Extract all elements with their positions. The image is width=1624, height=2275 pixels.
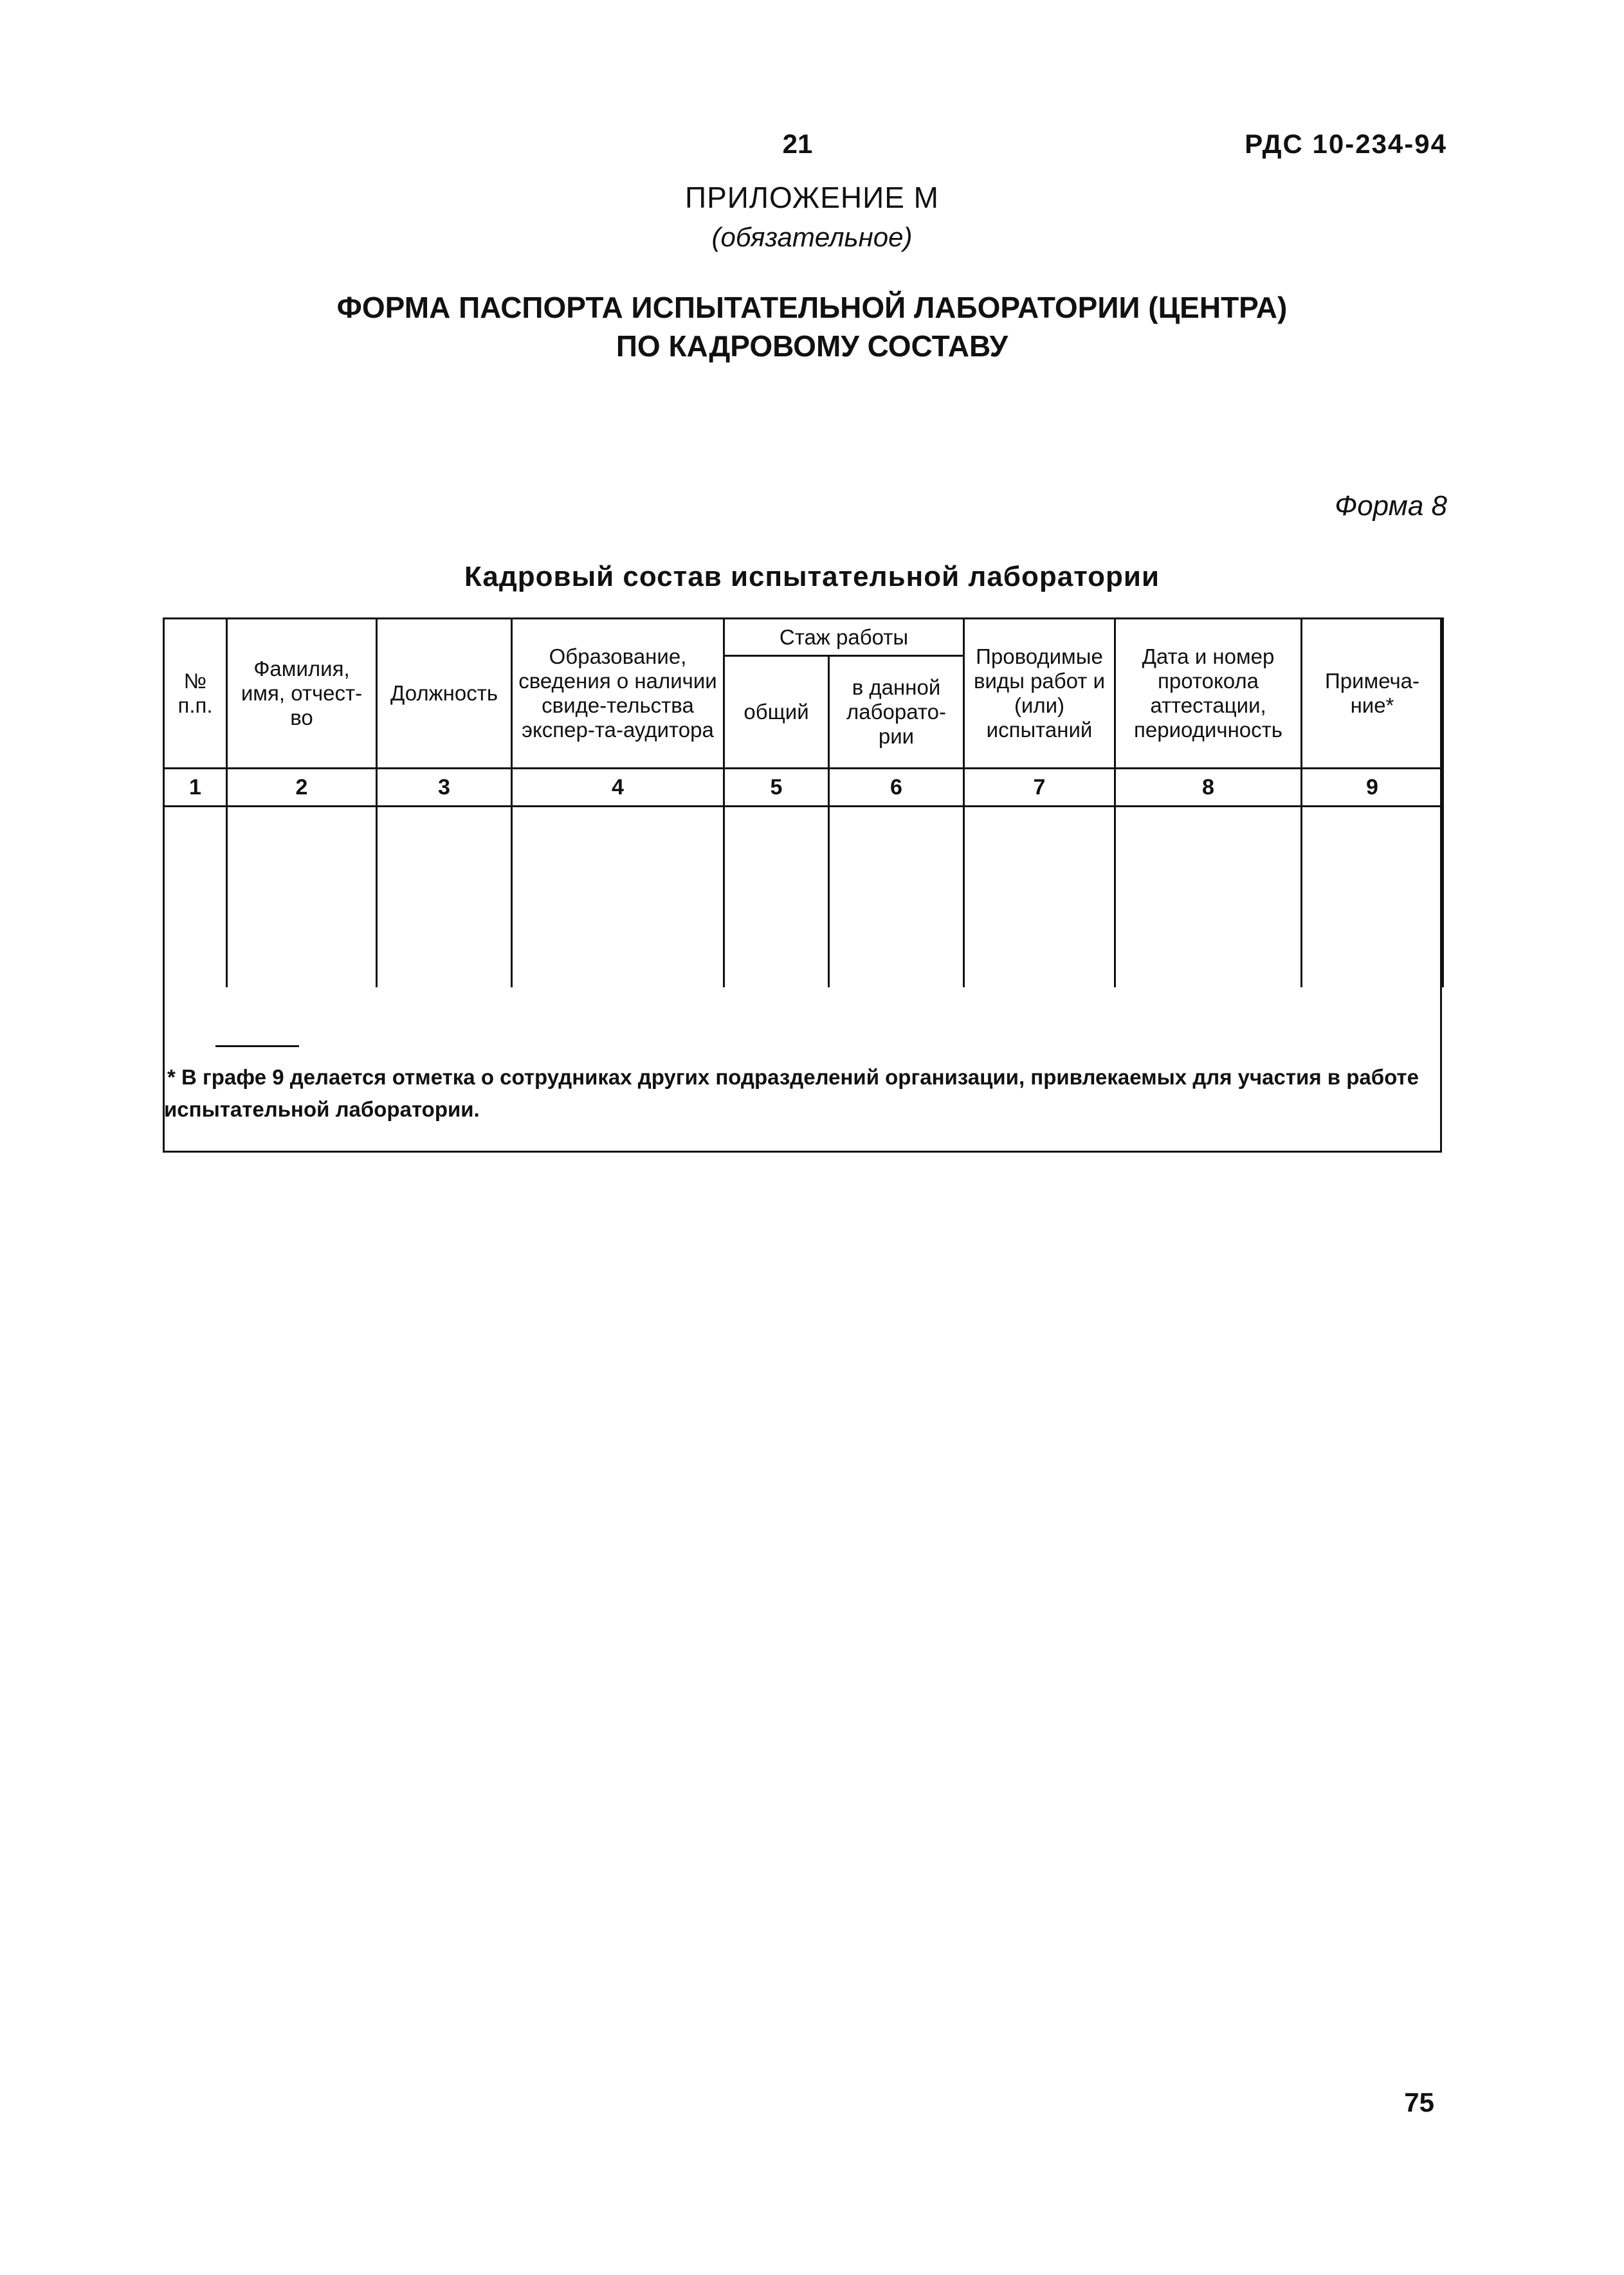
staff-table bbox=[163, 617, 1444, 987]
form-title-line2: ПО КАДРОВОМУ СОСТАВУ bbox=[616, 329, 1008, 363]
column-number-row bbox=[164, 769, 1443, 807]
table-cell bbox=[1115, 807, 1302, 988]
header-col-7: Проводимые виды работ и (или) испытаний bbox=[964, 619, 1115, 769]
column-number: 2 bbox=[227, 769, 377, 807]
header-col-1: № п.п. bbox=[164, 619, 227, 769]
form-title bbox=[0, 288, 1624, 365]
table-cell bbox=[227, 807, 377, 988]
column-number: 3 bbox=[377, 769, 512, 807]
header-group-experience: Стаж работы bbox=[724, 619, 964, 656]
column-number: 8 bbox=[1115, 769, 1302, 807]
table-cell bbox=[512, 807, 724, 988]
appendix-status: (обязательное) bbox=[711, 222, 913, 252]
page-number-top: 21 bbox=[782, 129, 813, 159]
header-col-5: общий bbox=[724, 656, 829, 769]
header-col-2: Фамилия, имя, отчест-во bbox=[227, 619, 377, 769]
table-cell bbox=[724, 807, 829, 988]
column-number: 7 bbox=[964, 769, 1115, 807]
table-caption: Кадровый состав испытательной лаборатории bbox=[464, 561, 1160, 592]
footnote-divider bbox=[215, 1045, 299, 1047]
column-number: 1 bbox=[164, 769, 227, 807]
table-cell bbox=[964, 807, 1115, 988]
table-cell bbox=[1302, 807, 1443, 988]
column-number: 4 bbox=[512, 769, 724, 807]
column-number: 9 bbox=[1302, 769, 1443, 807]
table-cell bbox=[829, 807, 964, 988]
table-row bbox=[164, 807, 1443, 988]
header-col-6: в данной лаборато-рии bbox=[829, 656, 964, 769]
form-label: Форма 8 bbox=[1335, 490, 1447, 522]
header-col-8: Дата и номер протокола аттестации, периодичность bbox=[1115, 619, 1302, 769]
column-number: 6 bbox=[829, 769, 964, 807]
footnote: * В графе 9 делается отметка о сотрудниках других подразделений организации, привлекаемых для участия в работе испытательной лаборатории. bbox=[164, 1065, 1419, 1121]
column-number: 5 bbox=[724, 769, 829, 807]
table-cell bbox=[377, 807, 512, 988]
table-cell bbox=[164, 807, 227, 988]
appendix-title: ПРИЛОЖЕНИЕ М bbox=[685, 181, 939, 214]
page-number-bottom: 75 bbox=[1404, 2087, 1434, 2117]
header-col-3: Должность bbox=[377, 619, 512, 769]
document-code: РДС 10-234-94 bbox=[1245, 129, 1447, 159]
header-col-4: Образование, сведения о наличии свиде-тельства экспер-та-аудитора bbox=[512, 619, 724, 769]
header-col-9: Примеча-ние* bbox=[1302, 619, 1443, 769]
form-title-line1: ФОРМА ПАСПОРТА ИСПЫТАТЕЛЬНОЙ ЛАБОРАТОРИИ (ЦЕНТРА) bbox=[336, 291, 1288, 324]
